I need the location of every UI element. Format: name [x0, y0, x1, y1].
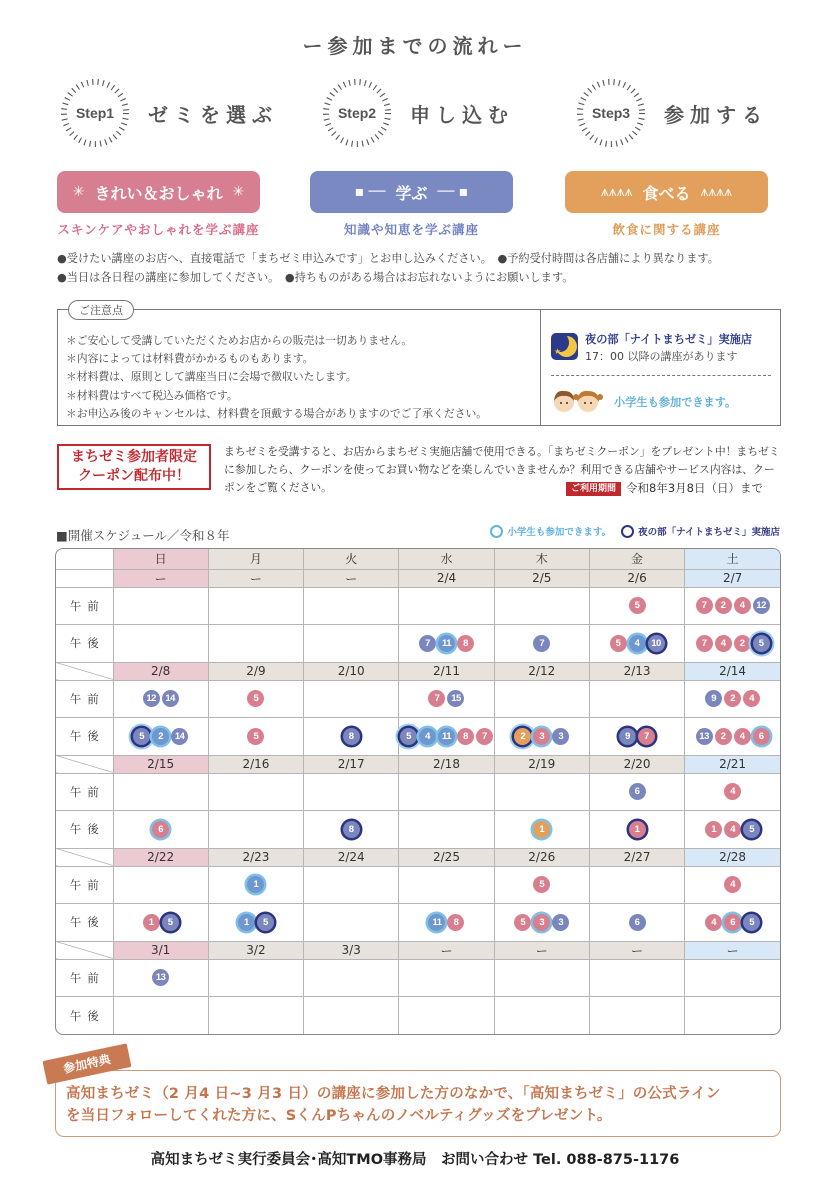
pm-row: [56, 997, 780, 1035]
course-number-badge[interactable]: 7: [696, 635, 713, 652]
square-line-icon: ▪ ──: [354, 184, 386, 200]
date-cell: 2/22: [113, 848, 208, 866]
bonus-text: [66, 1083, 721, 1127]
schedule-cell: [399, 997, 494, 1035]
course-number-badge[interactable]: 5: [133, 728, 150, 745]
date-row: [56, 569, 780, 587]
schedule-cell: [685, 866, 780, 904]
sparkle-icon: ✳: [232, 184, 245, 200]
coupon-banner-line: まちゼミ参加者限定: [71, 449, 197, 465]
course-number-badge[interactable]: 7: [419, 635, 436, 652]
tree-icon: ⩚⩚⩚⩚: [600, 184, 633, 200]
schedule-cell: [399, 904, 494, 942]
date-cell: 2/20: [589, 755, 684, 773]
coupon-description: まちゼミを受講すると、お店からまちゼミ実施店舗で使用できる。「まちゼミクーポン」をプレゼント中！まちゼミに参加したら、クーポンを使ってお買い物などを楽しんでいきませんか？利用できる店舗やサービス内容は、クーポンをご覧ください。: [224, 445, 780, 494]
children-icon: [550, 387, 608, 413]
date-cell: 2/11: [399, 662, 494, 680]
schedule-cell: [208, 959, 303, 997]
date-row: [56, 941, 780, 959]
schedule-cell: [685, 811, 780, 849]
corner-cell: [56, 549, 113, 569]
course-number-badge[interactable]: 12: [143, 690, 160, 707]
schedule-cell: [589, 773, 684, 811]
step-badge: Step3: [591, 105, 631, 121]
date-cell: 2/19: [494, 755, 589, 773]
course-number-badge[interactable]: 5: [743, 821, 760, 838]
schedule-cell: [589, 997, 684, 1035]
night-ring-icon: [621, 525, 634, 538]
schedule-cell: [208, 680, 303, 718]
weekday-header-row: [56, 549, 780, 569]
bonus-ribbon: 参加特典: [42, 1043, 131, 1084]
schedule-cell: [399, 959, 494, 997]
category-beauty-badge: [57, 171, 260, 213]
caution-item: ＊ご安心して受講していただくためお店からの販売は一切ありません。: [66, 334, 413, 347]
schedule-cell: [589, 625, 684, 663]
schedule-cell: [304, 680, 399, 718]
date-cell: ー: [304, 569, 399, 587]
night-subtitle: 17：00 以降の講座があります: [585, 350, 738, 363]
date-cell: ー: [399, 941, 494, 959]
schedule-cell: [589, 811, 684, 849]
schedule-cell: [304, 625, 399, 663]
tree-icon: ⩚⩚⩚⩚: [700, 184, 733, 200]
category-food-sub: 飲食に関する講座: [612, 222, 721, 237]
date-row-label: [56, 941, 113, 959]
course-number-badge[interactable]: 3: [533, 914, 550, 931]
course-number-badge[interactable]: 4: [705, 914, 722, 931]
schedule-cell: [113, 811, 208, 849]
caution-list: [66, 332, 487, 423]
course-number-badge[interactable]: 9: [705, 690, 722, 707]
am-label: 午前: [56, 680, 113, 718]
course-number-badge[interactable]: 8: [343, 728, 360, 745]
coupon-period-label: ご利用期間: [566, 482, 621, 496]
square-line-icon: ── ▪: [437, 184, 469, 200]
weekday-header: 月: [208, 549, 303, 569]
date-cell: 2/25: [399, 848, 494, 866]
caution-tag: ご注意点: [68, 300, 134, 320]
course-number-badge[interactable]: 4: [734, 597, 751, 614]
course-number-badge[interactable]: 5: [257, 914, 274, 931]
course-number-badge[interactable]: 4: [724, 876, 741, 893]
step-badge: Step2: [337, 105, 377, 121]
bonus-line: 高知まちゼミ（2 月4 日~3 月3 日）の講座に参加した方のなかで、「高知まちゼミ」の公式ライン: [66, 1086, 721, 1102]
schedule-cell: [589, 959, 684, 997]
coupon-banner-line: クーポン配布中！: [78, 468, 190, 484]
course-number-badge[interactable]: 8: [457, 728, 474, 745]
weekday-header: 水: [399, 549, 494, 569]
pm-row: [56, 811, 780, 849]
course-number-badge[interactable]: 14: [171, 728, 188, 745]
schedule-cell: [113, 625, 208, 663]
course-number-badge[interactable]: 1: [705, 821, 722, 838]
category-beauty-sub: スキンケアやおしゃれを学ぶ講座: [57, 222, 260, 237]
category-label: 学ぶ: [395, 183, 428, 203]
date-cell: 2/27: [589, 848, 684, 866]
schedule-cell: [494, 904, 589, 942]
date-cell: 2/15: [113, 755, 208, 773]
schedule-cell: [208, 811, 303, 849]
schedule-cell: [399, 587, 494, 625]
date-cell: 2/4: [399, 569, 494, 587]
date-cell: 3/3: [304, 941, 399, 959]
schedule-cell: [208, 904, 303, 942]
sparkle-icon: ✳: [72, 184, 85, 200]
am-row: [56, 680, 780, 718]
date-row-label: [56, 848, 113, 866]
schedule-cell: [589, 587, 684, 625]
step-label: 参加する: [664, 102, 768, 127]
flow-title: ー参加までの流れー: [302, 34, 528, 58]
schedule-cell: [208, 625, 303, 663]
pm-label: 午後: [56, 811, 113, 849]
course-number-badge[interactable]: 3: [533, 728, 550, 745]
schedule-cell: [399, 811, 494, 849]
course-number-badge[interactable]: 2: [724, 690, 741, 707]
course-number-badge[interactable]: 11: [438, 728, 455, 745]
caution-item: ＊材料費は、原則として講座当日に会場で徴収いたします。: [66, 370, 357, 384]
am-row: [56, 773, 780, 811]
note-line-2: ●当日は各日程の講座に参加してください。 ●持ちものがある場合はお忘れないようにお願いします。: [57, 271, 574, 284]
course-number-badge[interactable]: 6: [152, 821, 169, 838]
category-label: 食べる: [642, 183, 691, 203]
schedule-title: ■開催スケジュール／令和８年: [56, 528, 230, 543]
am-label: 午前: [56, 587, 113, 625]
course-number-badge[interactable]: 9: [619, 728, 636, 745]
schedule-cell: [113, 680, 208, 718]
date-cell: 2/12: [494, 662, 589, 680]
date-cell: 2/9: [208, 662, 303, 680]
date-cell: 2/18: [399, 755, 494, 773]
schedule-cell: [494, 866, 589, 904]
course-number-badge[interactable]: 11: [438, 635, 455, 652]
schedule-cell: [113, 997, 208, 1035]
schedule-cell: [494, 773, 589, 811]
course-number-badge[interactable]: 2: [715, 597, 732, 614]
date-cell: ー: [113, 569, 208, 587]
schedule-cell: [304, 866, 399, 904]
schedule-cell: [304, 773, 399, 811]
date-cell: 2/5: [494, 569, 589, 587]
pm-label: 午後: [56, 625, 113, 663]
schedule-cell: [685, 680, 780, 718]
schedule-cell: [399, 625, 494, 663]
course-number-badge[interactable]: 5: [247, 690, 264, 707]
kids-text: 小学生も参加できます。: [614, 396, 737, 409]
course-number-badge[interactable]: 7: [476, 728, 493, 745]
pm-label: 午後: [56, 997, 113, 1035]
course-number-badge[interactable]: 7: [696, 597, 713, 614]
step-badge: Step1: [75, 105, 115, 121]
course-number-badge[interactable]: 7: [428, 690, 445, 707]
date-cell: 2/10: [304, 662, 399, 680]
schedule-cell: [494, 718, 589, 756]
date-cell: ー: [208, 569, 303, 587]
date-cell: 2/21: [685, 755, 780, 773]
course-number-badge[interactable]: 12: [753, 597, 770, 614]
date-cell: 2/28: [685, 848, 780, 866]
am-row: [56, 959, 780, 997]
schedule-cell: [685, 959, 780, 997]
moon-icon: ★: [551, 333, 578, 360]
bonus-line: を当日フォローしてくれた方に、SくんPちゃんのノベルティグッズをプレゼント。: [66, 1108, 612, 1124]
course-number-badge[interactable]: 4: [724, 821, 741, 838]
course-number-badge[interactable]: 5: [514, 914, 531, 931]
caution-item: ＊材料費はすべて税込み価格です。: [66, 388, 238, 402]
course-number-badge[interactable]: 6: [724, 914, 741, 931]
weekday-header: 金: [589, 549, 684, 569]
legend-night: 夜の部「ナイトまちゼミ」実施店: [638, 527, 780, 538]
kids-ring-icon: [490, 525, 503, 538]
schedule-cell: [589, 866, 684, 904]
course-number-badge[interactable]: 4: [715, 635, 732, 652]
date-cell: 2/7: [685, 569, 780, 587]
am-label: 午前: [56, 866, 113, 904]
course-number-badge[interactable]: 8: [343, 821, 360, 838]
note-line-1: ●受けたい講座のお店へ、直接電話で「まちゼミ申込みです」とお申し込みください。 ●予約受付時間は各店舗により異なります。: [57, 252, 719, 265]
course-number-badge[interactable]: 7: [533, 635, 550, 652]
schedule-cell: [685, 587, 780, 625]
date-row-label: [56, 755, 113, 773]
pm-label: 午後: [56, 904, 113, 942]
schedule-cell: [685, 625, 780, 663]
schedule-cell: [685, 773, 780, 811]
course-number-badge[interactable]: 2: [152, 728, 169, 745]
schedule-cell: [304, 959, 399, 997]
course-number-badge[interactable]: 5: [753, 635, 770, 652]
schedule-cell: [494, 959, 589, 997]
category-food-badge: [565, 171, 768, 213]
schedule-cell: [113, 959, 208, 997]
schedule-cell: [494, 625, 589, 663]
date-row: [56, 662, 780, 680]
date-cell: ー: [589, 941, 684, 959]
schedule-cell: [113, 773, 208, 811]
course-number-badge[interactable]: 4: [743, 690, 760, 707]
schedule-cell: [685, 718, 780, 756]
step-badge-ring: [60, 78, 130, 148]
weekday-header: 木: [494, 549, 589, 569]
date-cell: 2/6: [589, 569, 684, 587]
legend-kids: 小学生も参加できます。: [507, 527, 612, 538]
weekday-header: 土: [685, 549, 780, 569]
step-badge-ring: [322, 78, 392, 148]
date-cell: ー: [685, 941, 780, 959]
weekday-header: 火: [304, 549, 399, 569]
schedule-cell: [304, 587, 399, 625]
schedule-cell: [208, 718, 303, 756]
category-learn-badge: [310, 171, 513, 213]
footer-contact: 高知まちゼミ実行委員会･高知TMO事務局 お問い合わせ Tel. 088-875-1176: [150, 1152, 680, 1168]
caution-item: ＊内容によっては材料費がかかるものもあります。: [66, 352, 314, 366]
schedule-cell: [399, 680, 494, 718]
course-number-badge[interactable]: 7: [638, 728, 655, 745]
am-label: 午前: [56, 959, 113, 997]
course-number-badge[interactable]: 1: [533, 821, 550, 838]
course-number-badge[interactable]: 5: [400, 728, 417, 745]
course-number-badge[interactable]: 5: [629, 597, 646, 614]
pm-row: [56, 718, 780, 756]
schedule-cell: [685, 997, 780, 1035]
course-number-badge[interactable]: 5: [533, 876, 550, 893]
step-2: [322, 73, 514, 153]
pm-row: [56, 625, 780, 663]
step-label: ゼミを選ぶ: [148, 102, 278, 127]
date-cell: 2/26: [494, 848, 589, 866]
schedule-cell: [589, 718, 684, 756]
course-number-badge[interactable]: 13: [152, 969, 169, 986]
date-cell: 2/17: [304, 755, 399, 773]
date-cell: 2/24: [304, 848, 399, 866]
course-number-badge[interactable]: 4: [419, 728, 436, 745]
am-row: [56, 587, 780, 625]
schedule-cell: [113, 587, 208, 625]
date-cell: 2/8: [113, 662, 208, 680]
date-cell: 3/2: [208, 941, 303, 959]
course-number-badge[interactable]: 8: [447, 914, 464, 931]
schedule-cell: [494, 997, 589, 1035]
schedule-cell: [589, 680, 684, 718]
category-learn-sub: 知識や知恵を学ぶ講座: [343, 222, 479, 237]
schedule-cell: [399, 866, 494, 904]
course-number-badge[interactable]: 5: [247, 728, 264, 745]
date-cell: 2/14: [685, 662, 780, 680]
schedule-cell: [208, 587, 303, 625]
course-number-badge[interactable]: 1: [238, 914, 255, 931]
course-number-badge[interactable]: 5: [743, 914, 760, 931]
course-number-badge[interactable]: 14: [162, 690, 179, 707]
schedule-cell: [304, 718, 399, 756]
weekday-header: 日: [113, 549, 208, 569]
date-cell: 2/23: [208, 848, 303, 866]
schedule-cell: [685, 904, 780, 942]
course-number-badge[interactable]: 5: [162, 914, 179, 931]
am-row: [56, 866, 780, 904]
schedule-cell: [399, 718, 494, 756]
schedule-cell: [304, 811, 399, 849]
course-number-badge[interactable]: 2: [734, 635, 751, 652]
course-number-badge[interactable]: 2: [715, 728, 732, 745]
night-title: 夜の部「ナイトまちゼミ」実施店: [585, 333, 753, 346]
step-1: [60, 73, 278, 153]
step-badge-ring: [576, 78, 646, 148]
schedule-cell: [304, 904, 399, 942]
date-row-label: [56, 662, 113, 680]
course-number-badge[interactable]: 5: [610, 635, 627, 652]
schedule-table: [55, 548, 781, 1035]
step-3: [576, 73, 768, 153]
dashed-divider: [551, 375, 771, 376]
schedule-cell: [208, 773, 303, 811]
am-label: 午前: [56, 773, 113, 811]
schedule-cell: [208, 866, 303, 904]
schedule-cell: [494, 811, 589, 849]
course-number-badge[interactable]: 6: [629, 783, 646, 800]
caution-divider: [540, 309, 541, 426]
course-number-badge[interactable]: 6: [753, 728, 770, 745]
course-number-badge[interactable]: 4: [629, 635, 646, 652]
course-number-badge[interactable]: 4: [724, 783, 741, 800]
date-cell: 2/13: [589, 662, 684, 680]
date-row-label: [56, 569, 113, 587]
course-number-badge[interactable]: 1: [629, 821, 646, 838]
schedule-cell: [304, 997, 399, 1035]
date-row: [56, 848, 780, 866]
course-number-badge[interactable]: 6: [629, 914, 646, 931]
course-number-badge[interactable]: 13: [696, 728, 713, 745]
course-number-badge[interactable]: 15: [447, 690, 464, 707]
coupon-period-value: 令和8年3月8日（日）まで: [626, 481, 763, 495]
schedule-cell: [113, 718, 208, 756]
category-label: きれい＆おしゃれ: [94, 183, 223, 203]
course-number-badge[interactable]: 1: [143, 914, 160, 931]
course-number-badge[interactable]: 3: [552, 914, 569, 931]
date-cell: 2/16: [208, 755, 303, 773]
schedule-cell: [589, 904, 684, 942]
pm-label: 午後: [56, 718, 113, 756]
schedule-cell: [399, 773, 494, 811]
caution-item: ＊お申込み後のキャンセルは、材料費を頂戴する場合がありますのでご了承ください。: [66, 406, 488, 420]
date-cell: 3/1: [113, 941, 208, 959]
schedule-legend: [490, 524, 780, 538]
step-label: 申し込む: [410, 102, 514, 127]
schedule-cell: [494, 587, 589, 625]
course-number-badge[interactable]: 10: [648, 635, 665, 652]
course-number-badge[interactable]: 8: [457, 635, 474, 652]
schedule-cell: [494, 680, 589, 718]
schedule-cell: [208, 997, 303, 1035]
date-row: [56, 755, 780, 773]
schedule-cell: [113, 866, 208, 904]
date-cell: ー: [494, 941, 589, 959]
course-number-badge[interactable]: 11: [428, 914, 445, 931]
course-number-badge[interactable]: 3: [552, 728, 569, 745]
course-number-badge[interactable]: 2: [514, 728, 531, 745]
course-number-badge[interactable]: 1: [247, 876, 264, 893]
pm-row: [56, 904, 780, 942]
coupon-banner: [57, 444, 211, 490]
course-number-badge[interactable]: 4: [734, 728, 751, 745]
schedule-cell: [113, 904, 208, 942]
